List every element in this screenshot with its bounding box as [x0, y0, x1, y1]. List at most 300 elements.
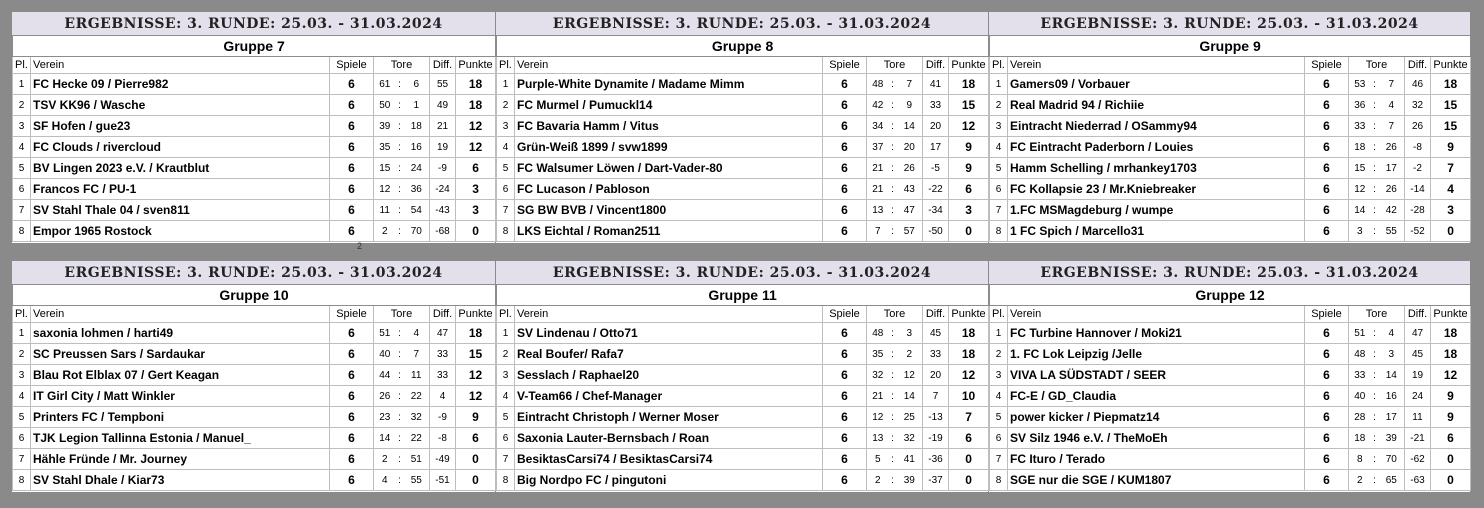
goals-against-cell: 36	[404, 179, 430, 200]
header-pl: Pl.	[497, 57, 515, 74]
goal-separator: :	[1371, 323, 1379, 344]
games-cell: 6	[1305, 323, 1349, 344]
table-row	[13, 179, 496, 200]
team-cell: Eintracht Niederrad / OSammy94	[1008, 116, 1305, 137]
round-header: ERGEBNISSE: 3. RUNDE: 25.03. - 31.03.2024	[496, 12, 988, 36]
goals-against-cell: 12	[897, 365, 923, 386]
goal-separator: :	[396, 116, 404, 137]
team-cell: power kicker / Piepmatz14	[1008, 407, 1305, 428]
team-cell: Empor 1965 Rostock	[31, 221, 330, 242]
goals-against-cell: 55	[1379, 221, 1405, 242]
team-cell: IT Girl City / Matt Winkler	[31, 386, 330, 407]
team-cell: Saxonia Lauter-Bernsbach / Roan	[515, 428, 823, 449]
goals-against-cell: 22	[404, 386, 430, 407]
table-row	[990, 95, 1471, 116]
header-diff: Diff.	[1405, 57, 1431, 74]
games-cell: 6	[823, 158, 867, 179]
goals-against-cell: 22	[404, 428, 430, 449]
standings-table	[496, 284, 989, 491]
points-cell: 7	[1431, 158, 1471, 179]
rank-cell: 7	[13, 449, 31, 470]
goals-against-cell: 42	[1379, 200, 1405, 221]
goal-diff-cell: -51	[430, 470, 456, 491]
points-cell: 6	[949, 179, 989, 200]
group-title: Gruppe 12	[990, 285, 1471, 306]
rank-cell: 4	[497, 386, 515, 407]
team-cell: BV Lingen 2023 e.V. / Krautblut	[31, 158, 330, 179]
goal-separator: :	[1371, 158, 1379, 179]
goals-for-cell: 2	[374, 221, 396, 242]
goals-for-cell: 48	[867, 323, 889, 344]
header-tore: Tore	[1349, 306, 1405, 323]
goal-diff-cell: 47	[1405, 323, 1431, 344]
header-spiele: Spiele	[823, 306, 867, 323]
column-header-row	[497, 306, 989, 323]
goal-separator: :	[889, 323, 897, 344]
goals-against-cell: 2	[897, 344, 923, 365]
table-row	[990, 74, 1471, 95]
goals-for-cell: 11	[374, 200, 396, 221]
column-header-row	[990, 57, 1471, 74]
team-cell: Hamm Schelling / mrhankey1703	[1008, 158, 1305, 179]
header-verein: Verein	[31, 306, 330, 323]
points-cell: 18	[1431, 344, 1471, 365]
points-cell: 15	[1431, 95, 1471, 116]
points-cell: 12	[456, 137, 496, 158]
goals-for-cell: 35	[374, 137, 396, 158]
goal-separator: :	[889, 179, 897, 200]
rank-cell: 1	[990, 323, 1008, 344]
games-cell: 6	[330, 323, 374, 344]
goal-diff-cell: -50	[923, 221, 949, 242]
goals-against-cell: 16	[404, 137, 430, 158]
goals-against-cell: 41	[897, 449, 923, 470]
goal-diff-cell: 49	[430, 95, 456, 116]
team-cell: 1 FC Spich / Marcello31	[1008, 221, 1305, 242]
goals-for-cell: 2	[374, 449, 396, 470]
points-cell: 18	[1431, 323, 1471, 344]
team-cell: FC Murmel / Pumuckl14	[515, 95, 823, 116]
goal-diff-cell: -36	[923, 449, 949, 470]
goal-diff-cell: -14	[1405, 179, 1431, 200]
goal-diff-cell: 21	[430, 116, 456, 137]
goal-diff-cell: 33	[430, 365, 456, 386]
rank-cell: 5	[13, 407, 31, 428]
table-row	[497, 365, 989, 386]
team-cell: TJK Legion Tallinna Estonia / Manuel_	[31, 428, 330, 449]
goals-for-cell: 2	[867, 470, 889, 491]
team-cell: Real Boufer/ Rafa7	[515, 344, 823, 365]
team-cell: Real Madrid 94 / Richiie	[1008, 95, 1305, 116]
goals-for-cell: 33	[1349, 116, 1371, 137]
goal-separator: :	[396, 95, 404, 116]
table-row	[13, 344, 496, 365]
header-tore: Tore	[1349, 57, 1405, 74]
group-title: Gruppe 9	[990, 36, 1471, 57]
team-cell: SF Hofen / gue23	[31, 116, 330, 137]
rank-cell: 5	[497, 158, 515, 179]
rank-cell: 2	[13, 344, 31, 365]
goal-separator: :	[1371, 365, 1379, 386]
goals-for-cell: 48	[867, 74, 889, 95]
round-header: ERGEBNISSE: 3. RUNDE: 25.03. - 31.03.2024	[12, 261, 495, 285]
rank-cell: 8	[497, 221, 515, 242]
games-cell: 6	[330, 386, 374, 407]
goal-diff-cell: -19	[923, 428, 949, 449]
table-row	[13, 428, 496, 449]
rank-cell: 1	[497, 323, 515, 344]
goal-diff-cell: 20	[923, 116, 949, 137]
goal-diff-cell: 4	[430, 386, 456, 407]
rank-cell: 1	[13, 74, 31, 95]
team-cell: TSV KK96 / Wasche	[31, 95, 330, 116]
column-header-row	[13, 306, 496, 323]
goal-separator: :	[396, 200, 404, 221]
goal-separator: :	[396, 158, 404, 179]
goal-diff-cell: -62	[1405, 449, 1431, 470]
rank-cell: 1	[497, 74, 515, 95]
goal-separator: :	[889, 344, 897, 365]
games-cell: 6	[330, 95, 374, 116]
table-row	[497, 407, 989, 428]
games-cell: 6	[1305, 470, 1349, 491]
goals-for-cell: 18	[1349, 428, 1371, 449]
goals-against-cell: 25	[897, 407, 923, 428]
goal-diff-cell: -68	[430, 221, 456, 242]
goal-diff-cell: -2	[1405, 158, 1431, 179]
team-cell: Grün-Weiß 1899 / svw1899	[515, 137, 823, 158]
rank-cell: 4	[497, 137, 515, 158]
goals-against-cell: 4	[1379, 323, 1405, 344]
goal-diff-cell: 55	[430, 74, 456, 95]
rank-cell: 2	[13, 95, 31, 116]
rank-cell: 6	[497, 428, 515, 449]
goals-against-cell: 39	[1379, 428, 1405, 449]
goals-against-cell: 14	[897, 116, 923, 137]
points-cell: 12	[456, 386, 496, 407]
goal-diff-cell: 33	[923, 344, 949, 365]
table-row	[990, 221, 1471, 242]
goal-diff-cell: 33	[430, 344, 456, 365]
team-cell: FC Ituro / Terado	[1008, 449, 1305, 470]
points-cell: 12	[949, 365, 989, 386]
rank-cell: 3	[990, 116, 1008, 137]
header-diff: Diff.	[430, 306, 456, 323]
table-row	[990, 386, 1471, 407]
column-header-row	[497, 57, 989, 74]
table-row	[990, 200, 1471, 221]
team-cell: FC Hecke 09 / Pierre982	[31, 74, 330, 95]
team-cell: FC Turbine Hannover / Moki21	[1008, 323, 1305, 344]
team-cell: Blau Rot Elblax 07 / Gert Keagan	[31, 365, 330, 386]
table-row	[13, 74, 496, 95]
rank-cell: 5	[990, 158, 1008, 179]
goals-for-cell: 15	[374, 158, 396, 179]
goals-for-cell: 12	[1349, 179, 1371, 200]
goal-separator: :	[889, 365, 897, 386]
goals-against-cell: 7	[404, 344, 430, 365]
header-tore: Tore	[374, 306, 430, 323]
goal-separator: :	[889, 386, 897, 407]
header-verein: Verein	[515, 57, 823, 74]
goals-for-cell: 21	[867, 386, 889, 407]
points-cell: 3	[949, 200, 989, 221]
points-cell: 12	[949, 116, 989, 137]
goals-against-cell: 70	[404, 221, 430, 242]
goal-separator: :	[396, 470, 404, 491]
goal-diff-cell: 11	[1405, 407, 1431, 428]
games-cell: 6	[330, 137, 374, 158]
header-verein: Verein	[1008, 306, 1305, 323]
goals-against-cell: 14	[897, 386, 923, 407]
header-diff: Diff.	[923, 57, 949, 74]
goals-for-cell: 39	[374, 116, 396, 137]
rank-cell: 4	[13, 386, 31, 407]
rank-cell: 7	[990, 200, 1008, 221]
goal-separator: :	[396, 323, 404, 344]
goals-for-cell: 18	[1349, 137, 1371, 158]
table-row	[497, 449, 989, 470]
games-cell: 6	[330, 365, 374, 386]
points-cell: 3	[456, 200, 496, 221]
games-cell: 6	[823, 449, 867, 470]
rank-cell: 6	[13, 428, 31, 449]
points-cell: 6	[456, 428, 496, 449]
goals-for-cell: 36	[1349, 95, 1371, 116]
points-cell: 9	[1431, 386, 1471, 407]
table-row	[990, 449, 1471, 470]
team-cell: FC Bavaria Hamm / Vitus	[515, 116, 823, 137]
goal-diff-cell: 45	[1405, 344, 1431, 365]
goals-against-cell: 43	[897, 179, 923, 200]
goal-diff-cell: -43	[430, 200, 456, 221]
header-punkte: Punkte	[456, 306, 496, 323]
goal-diff-cell: -52	[1405, 221, 1431, 242]
goals-against-cell: 24	[404, 158, 430, 179]
goals-against-cell: 57	[897, 221, 923, 242]
games-cell: 6	[330, 179, 374, 200]
table-row	[497, 116, 989, 137]
goal-separator: :	[1371, 95, 1379, 116]
goals-for-cell: 2	[1349, 470, 1371, 491]
points-cell: 0	[456, 449, 496, 470]
points-cell: 0	[456, 470, 496, 491]
games-cell: 6	[823, 116, 867, 137]
goal-diff-cell: 17	[923, 137, 949, 158]
goal-diff-cell: -5	[923, 158, 949, 179]
goals-for-cell: 40	[374, 344, 396, 365]
header-diff: Diff.	[923, 306, 949, 323]
games-cell: 6	[823, 221, 867, 242]
header-pl: Pl.	[497, 306, 515, 323]
goals-against-cell: 3	[1379, 344, 1405, 365]
points-cell: 18	[1431, 74, 1471, 95]
goal-separator: :	[396, 179, 404, 200]
goal-diff-cell: 26	[1405, 116, 1431, 137]
table-row	[990, 407, 1471, 428]
team-cell: VIVA LA SÜDSTADT / SEER	[1008, 365, 1305, 386]
rank-cell: 7	[990, 449, 1008, 470]
rank-cell: 4	[990, 137, 1008, 158]
games-cell: 6	[330, 449, 374, 470]
rank-cell: 5	[13, 158, 31, 179]
group-title: Gruppe 11	[497, 285, 989, 306]
goals-against-cell: 11	[404, 365, 430, 386]
rank-cell: 4	[990, 386, 1008, 407]
games-cell: 6	[823, 137, 867, 158]
goal-separator: :	[396, 428, 404, 449]
goal-diff-cell: 24	[1405, 386, 1431, 407]
goal-separator: :	[396, 386, 404, 407]
points-cell: 3	[456, 179, 496, 200]
goal-diff-cell: -28	[1405, 200, 1431, 221]
rank-cell: 2	[497, 344, 515, 365]
table-row	[13, 470, 496, 491]
header-verein: Verein	[31, 57, 330, 74]
goal-separator: :	[1371, 449, 1379, 470]
header-verein: Verein	[515, 306, 823, 323]
rank-cell: 2	[497, 95, 515, 116]
games-cell: 6	[823, 95, 867, 116]
goals-against-cell: 65	[1379, 470, 1405, 491]
team-cell: FC Walsumer Löwen / Dart-Vader-80	[515, 158, 823, 179]
header-tore: Tore	[867, 57, 923, 74]
goal-diff-cell: -63	[1405, 470, 1431, 491]
goals-for-cell: 35	[867, 344, 889, 365]
goal-diff-cell: 19	[1405, 365, 1431, 386]
points-cell: 4	[1431, 179, 1471, 200]
goals-against-cell: 32	[897, 428, 923, 449]
points-cell: 9	[1431, 137, 1471, 158]
group-panel	[12, 12, 495, 243]
goal-separator: :	[889, 116, 897, 137]
goals-against-cell: 26	[897, 158, 923, 179]
points-cell: 12	[1431, 365, 1471, 386]
points-cell: 10	[949, 386, 989, 407]
goals-against-cell: 51	[404, 449, 430, 470]
table-row	[497, 158, 989, 179]
goals-for-cell: 8	[1349, 449, 1371, 470]
team-cell: FC Lucason / Pabloson	[515, 179, 823, 200]
team-cell: Purple-White Dynamite / Madame Mimm	[515, 74, 823, 95]
games-cell: 6	[823, 344, 867, 365]
rank-cell: 7	[497, 200, 515, 221]
round-header: ERGEBNISSE: 3. RUNDE: 25.03. - 31.03.2024	[12, 12, 495, 36]
team-cell: SG BW BVB / Vincent1800	[515, 200, 823, 221]
goals-for-cell: 14	[374, 428, 396, 449]
rank-cell: 7	[497, 449, 515, 470]
header-verein: Verein	[1008, 57, 1305, 74]
goal-separator: :	[1371, 137, 1379, 158]
goals-against-cell: 47	[897, 200, 923, 221]
rank-cell: 5	[497, 407, 515, 428]
games-cell: 6	[1305, 428, 1349, 449]
team-cell: Printers FC / Tempboni	[31, 407, 330, 428]
table-row	[497, 200, 989, 221]
header-spiele: Spiele	[823, 57, 867, 74]
goal-diff-cell: 7	[923, 386, 949, 407]
group-panel	[496, 12, 988, 243]
goals-against-cell: 26	[1379, 179, 1405, 200]
goal-separator: :	[396, 221, 404, 242]
goal-diff-cell: -34	[923, 200, 949, 221]
table-row	[13, 137, 496, 158]
group-title: Gruppe 8	[497, 36, 989, 57]
goals-against-cell: 26	[1379, 137, 1405, 158]
goals-for-cell: 21	[867, 179, 889, 200]
group-title: Gruppe 7	[13, 36, 496, 57]
header-pl: Pl.	[13, 306, 31, 323]
games-cell: 6	[1305, 386, 1349, 407]
header-diff: Diff.	[1405, 306, 1431, 323]
rank-cell: 8	[990, 221, 1008, 242]
games-cell: 6	[823, 470, 867, 491]
goal-separator: :	[1371, 74, 1379, 95]
team-cell: FC Clouds / rivercloud	[31, 137, 330, 158]
standings-table	[989, 284, 1471, 491]
goal-diff-cell: 20	[923, 365, 949, 386]
table-row	[13, 449, 496, 470]
games-cell: 6	[1305, 344, 1349, 365]
header-punkte: Punkte	[1431, 306, 1471, 323]
round-header: ERGEBNISSE: 3. RUNDE: 25.03. - 31.03.2024	[989, 12, 1470, 36]
goals-for-cell: 7	[867, 221, 889, 242]
team-cell: SC Preussen Sars / Sardaukar	[31, 344, 330, 365]
team-cell: BesiktasCarsi74 / BesiktasCarsi74	[515, 449, 823, 470]
table-row	[13, 365, 496, 386]
table-row	[13, 200, 496, 221]
goal-separator: :	[889, 158, 897, 179]
header-diff: Diff.	[430, 57, 456, 74]
header-spiele: Spiele	[1305, 57, 1349, 74]
rank-cell: 6	[497, 179, 515, 200]
goal-separator: :	[1371, 221, 1379, 242]
goals-for-cell: 13	[867, 200, 889, 221]
table-row	[990, 323, 1471, 344]
rank-cell: 3	[13, 365, 31, 386]
points-cell: 18	[949, 344, 989, 365]
goal-separator: :	[1371, 116, 1379, 137]
goal-separator: :	[1371, 407, 1379, 428]
header-tore: Tore	[867, 306, 923, 323]
games-cell: 6	[330, 407, 374, 428]
team-cell: Big Nordpo FC / pingutoni	[515, 470, 823, 491]
rank-cell: 8	[13, 470, 31, 491]
goal-separator: :	[1371, 200, 1379, 221]
games-cell: 6	[823, 365, 867, 386]
games-cell: 6	[1305, 221, 1349, 242]
points-cell: 18	[456, 95, 496, 116]
table-row	[990, 137, 1471, 158]
goals-for-cell: 61	[374, 74, 396, 95]
round-header: ERGEBNISSE: 3. RUNDE: 25.03. - 31.03.2024	[496, 261, 988, 285]
goal-separator: :	[396, 365, 404, 386]
goal-diff-cell: 32	[1405, 95, 1431, 116]
table-row	[13, 386, 496, 407]
games-cell: 6	[330, 221, 374, 242]
goals-against-cell: 16	[1379, 386, 1405, 407]
games-cell: 6	[1305, 449, 1349, 470]
team-cell: SV Stahl Thale 04 / sven811	[31, 200, 330, 221]
goal-diff-cell: 47	[430, 323, 456, 344]
goals-against-cell: 1	[404, 95, 430, 116]
rank-cell: 5	[990, 407, 1008, 428]
goal-separator: :	[889, 137, 897, 158]
goals-against-cell: 18	[404, 116, 430, 137]
team-cell: SV Stahl Dhale / Kiar73	[31, 470, 330, 491]
games-cell: 6	[330, 116, 374, 137]
goals-for-cell: 21	[867, 158, 889, 179]
